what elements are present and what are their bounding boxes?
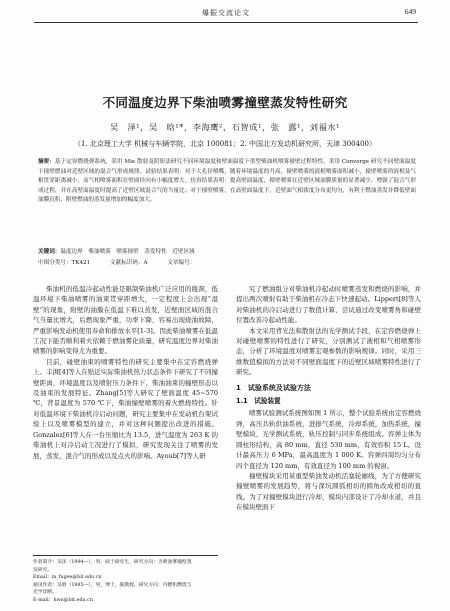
footnote-line: E-mail：hwu@bit.edu.cn [33,597,93,603]
footnote-line: 通讯作者：吴晗（1985—），男，博士，副教授，研究方向：内燃机燃烧与 [33,582,192,588]
article-number: 文章编号： [167,260,196,266]
footnote-line: Email：m_fugee@bit.edu.cn [33,575,102,581]
clc-number: 中图分类号：TK421 [38,260,91,266]
running-header [34,6,418,23]
document-code: 文献标识码：A [109,260,148,266]
abstract-label: 摘要： [38,159,55,165]
right-column [236,284,421,513]
body-paragraph: 究了燃油组分对柴油机冷起动时喷雾蒸发和燃烧的影响，并提出两次喷射有助于柴油机在冷态下快速起动。Lippert[8]等人对柴油机的冷启动进行了数值计算，尝试通过改变喷雾角和碰壁位置改善冷起动性能。 [236,285,421,325]
journal-name: 爆振交流论文 [202,9,250,17]
author-footnote [33,555,218,605]
body-paragraph: 喷雾试验测试系统图如图 1 所示，整个试验系统由定容燃烧弹，高压共轨供油系统，进排气系统，冷却系统，加热系统，撞壁模块，光学测试系统，轨压控制与同步系统组成。容弹主体为圆柱形结构，高 80 mm，直径 530 mm，有效容积 15 L。设计最高压力 6 MPa，最高温度为 1 000 K。容弹四周均匀分布四个直径为 120 mm，有效直径为 100 mm 的视窗。 [236,409,421,470]
abstract-text: 基于定容燃烧弹系统，采用 Mie 散射及阴影法研究不同环境温度和壁面温度下重型柴油机喷雾撞壁过程特性，采用 Converge 研究不同壁面温度下撞壁燃油对近壁区域的混合气形成规律。试验结果表明：对于大孔径喷嘴，随着环境温度的升高，撞壁喷雾的液相喷雾面积减小，撞壁喷雾的液相及气相贯穿距离减小，而气相喷雾面积在壁面径向有小幅度增大。仿真结果表明：提高壁面温度，撞壁喷雾在近壁区域油膜质量的显著减少，增强了混合气形成过程，并在高壁面温度时提高了近壁区域混合气的当量比；对于撞壁喷雾，在高壁面温度下，近壁面气相浓度分布更均匀，有利于燃油蒸发并降低壁面油膜沉积，附壁燃油的蒸发量增加的幅度加大。 [38,159,416,204]
abstract [38,158,416,206]
footnote-line: 发研究。 [33,567,53,573]
section-heading: 1 试验系统及试验方法 [236,383,311,392]
keywords [38,248,416,257]
classification-info [38,259,416,268]
body-paragraph: 目前，碰壁油束的喷雾特性的研究主要集中在定容燃烧弹上。丰湃[4]等人在贴近实际柴油机热力状态条件下研究了不同撞壁距离，环境温度以及喷射压力条件下，柴油油束的撞壁形态以及油束的发展特征。Zhang[5]等人研究了壁面温度 45~570 ℃，背景温度为 570 ℃下，柴油撞壁喷雾的着火燃烧特性。针对低温环境下柴油机冷启动问题，研究主要集中在发动机台架试验上以及喷雾模型的建立，并对这种问题提出改进的措施。Gonzalez[6]等人在一台压缩比为 13.5，进气温度为 263 K 的柴油机上对冷启动工况进行了模拟，研究发现关注了喷雾的发展，蒸发、混合气的形成以及点火的影响。Ayoub[7]等人研 [33,357,218,460]
body-paragraph: 柴油机的低温冷起动性能是限制柴油机广泛应用的瓶颈，低温环境下柴油喷雾的油束贯穿距增大，一定程度上会出现“湿壁”的现象，附壁的油膜在低温下难以蒸发，近壁面区域的混合气当量比增大，后燃现象严重，功率下降，容易出现烧油故障，严重影响发动机使用寿命和排放水平[1-3]。因此柴油喷雾在低温工况下能否顺利着火依赖于燃油雾化质量，研究温度边界对柴油喷雾的影响变得尤为重要。 [33,285,218,356]
page-number: 649 [404,7,416,16]
paper-title: 不同温度边界下柴油喷雾撞壁蒸发特性研究 [102,95,348,110]
left-column [33,284,218,461]
affiliation: （1. 北京理工大学 机械与车辆学院，北京 100081；2. 中国北方发动机研究所，天津 300400） [74,140,376,148]
author-list: 吴 泽¹，吴 晗¹*，李海鹰²，石智成¹，张 露¹，刘福水¹ [109,122,341,132]
keywords-label: 关键词： [38,249,61,255]
body-paragraph: 撞壁模块采用某重型柴油发动机活塞轮廓线，为了方便研究撞壁喷雾的发展趋势，将与深坑圆弧相切的圆角改成相切的直线。为了对撞壁模块进行冷却，模块内部设计了冷却水道，并且在模块壁面下 [236,471,421,512]
footnote-line: 作者简介：吴泽（1994—），男，硕士研究生，研究方向：为喷油雾撞壁蒸 [33,560,192,565]
subsection-heading: 1.1 试验装置 [236,397,281,406]
keywords-text: 温度边界 柴油喷雾 喷雾撞壁 蒸发特性 近壁区域 [60,249,195,255]
body-paragraph: 本文采用背光法和散射法的光学测试手段，在定容燃烧弹上对碰壁喷雾的特性进行了研究，分别测试了液相和气相喷雾形态，分析了环境温度对喷雾宏观参数的影响规律。同时，采用三维数值模拟的方法对不同壁面温度下的近壁区域喷雾特性进行了研究。 [236,326,421,377]
footnote-line: 光学诊断。 [33,590,57,596]
